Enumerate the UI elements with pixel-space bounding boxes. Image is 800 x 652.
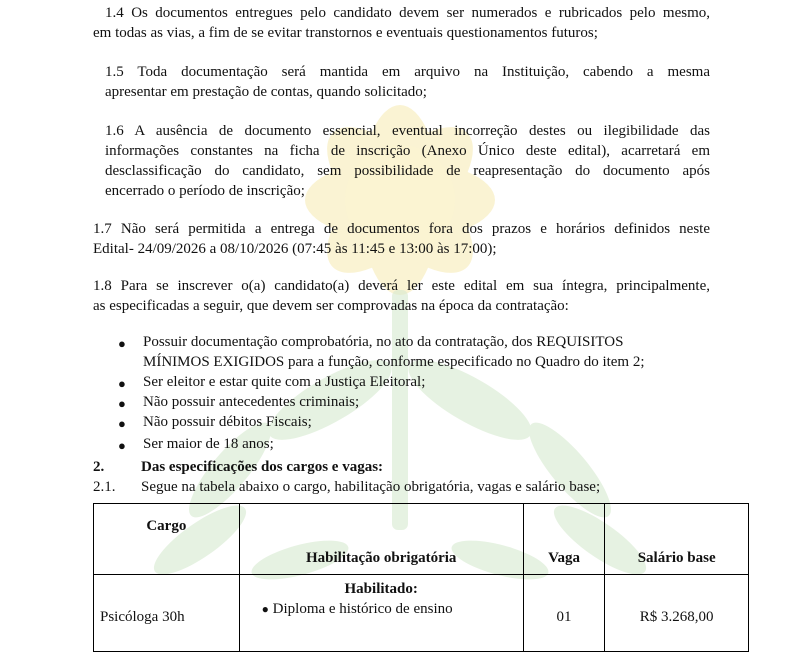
- section-2-1-number: 2.1.: [93, 479, 116, 495]
- header-vaga: Vaga: [523, 504, 605, 575]
- paragraph-1-7-line-1: 1.7 Não será permitida a entrega de documentos fora dos prazos e horários definidos neste: [93, 221, 710, 237]
- cell-salario: R$ 3.268,00: [605, 575, 749, 652]
- bullet-4: Não possuir débitos Fiscais;: [143, 414, 312, 430]
- header-habilitacao: Habilitação obrigatória: [239, 504, 523, 575]
- paragraph-1-4-line-2: em todas as vias, a fim de se evitar transtornos e eventuais questionamentos futuros;: [93, 25, 598, 41]
- paragraph-1-8-line-2: as especificadas a seguir, que devem ser comprovadas na época da contratação:: [93, 298, 569, 314]
- header-cargo: Cargo: [94, 504, 240, 575]
- bullet-dot: ●: [118, 396, 126, 411]
- paragraph-1-5-line-2: apresentar em prestação de contas, quando solicitado;: [105, 84, 427, 100]
- bullet-dot: ●: [118, 376, 126, 391]
- paragraph-1-6-line-2: informações constantes na ficha de inscrição (Anexo Único deste edital), acarretará em: [105, 143, 710, 159]
- table-header-row: [94, 504, 749, 575]
- bullet-dot: ●: [118, 438, 126, 453]
- bullet-1-line-1: Possuir documentação comprobatória, no ato da contratação, dos REQUISITOS: [143, 334, 624, 350]
- paragraph-1-5-line-1: 1.5 Toda documentação será mantida em arquivo na Instituição, cabendo a mesma: [105, 64, 710, 80]
- paragraph-1-8-line-1: 1.8 Para se inscrever o(a) candidato(a) deverá ler este edital em sua íntegra, principalmente,: [93, 278, 710, 294]
- bullet-3: Não possuir antecedentes criminais;: [143, 394, 360, 410]
- section-2-number: 2.: [93, 459, 105, 475]
- paragraph-1-7-line-2: Edital- 24/09/2026 a 08/10/2026 (07:45 às 11:45 e 13:00 às 17:00);: [93, 241, 497, 257]
- table-row: [94, 575, 749, 652]
- paragraph-1-6-line-3: desclassificação do candidato, sem possibilidade de reapresentação do documento após: [105, 163, 710, 179]
- paragraph-1-4-line-1: 1.4 Os documentos entregues pelo candidato devem ser numerados e rubricados pelo mesmo,: [105, 5, 710, 21]
- paragraph-1-6-line-1: 1.6 A ausência de documento essencial, eventual incorreção destes ou ilegibilidade das: [105, 123, 710, 139]
- cell-habilitacao: [239, 575, 523, 652]
- habilitacao-item-text: Diploma e histórico de ensino: [272, 601, 453, 617]
- bullet-dot: ●: [118, 416, 126, 431]
- bullet-5: Ser maior de 18 anos;: [143, 436, 274, 452]
- header-salario: Salário base: [605, 504, 749, 575]
- bullet-dot: ●: [261, 602, 269, 616]
- section-2-title: Das especificações dos cargos e vagas:: [141, 459, 384, 475]
- cell-vaga: 01: [523, 575, 605, 652]
- bullet-2: Ser eleitor e estar quite com a Justiça Eleitoral;: [143, 374, 426, 390]
- paragraph-1-6-line-4: encerrado o período de inscrição;: [105, 183, 305, 199]
- bullet-dot: ●: [118, 336, 126, 351]
- habilitacao-item: [246, 599, 517, 619]
- section-2-1-text: Segue na tabela abaixo o cargo, habilitação obrigatória, vagas e salário base;: [141, 479, 601, 495]
- bullet-1-line-2: MÍNIMOS EXIGIDOS para a função, conforme especificado no Quadro do item 2;: [143, 354, 645, 370]
- positions-table: [93, 503, 749, 652]
- habilitado-label: Habilitado:: [344, 581, 418, 597]
- cell-cargo: Psicóloga 30h: [94, 575, 240, 652]
